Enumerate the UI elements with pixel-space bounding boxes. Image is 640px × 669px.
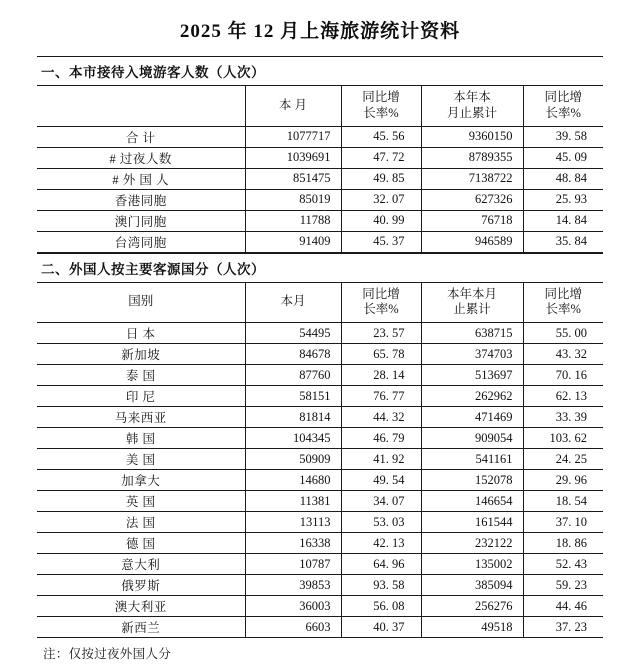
row-month: 851475 [245, 168, 341, 189]
row-month: 10787 [245, 554, 341, 575]
row-ytd: 638715 [421, 323, 523, 344]
row-ytd-yoy: 33. 39 [523, 407, 603, 428]
row-ytd: 374703 [421, 344, 523, 365]
section-1-heading: 一、本市接待入境游客人数（人次） [37, 56, 603, 86]
row-month: 11788 [245, 210, 341, 231]
row-ytd: 161544 [421, 512, 523, 533]
row-ytd: 627326 [421, 189, 523, 210]
row-month-yoy: 42. 13 [341, 533, 421, 554]
column-header-month-yoy-line2: 长率% [363, 105, 399, 120]
column-header-month: 本 月 [245, 86, 341, 126]
column-header-month: 本月 [245, 283, 341, 323]
column-header-ytd-yoy-line1: 同比增 [544, 90, 582, 105]
row-ytd: 146654 [421, 491, 523, 512]
row-month: 85019 [245, 189, 341, 210]
row-month: 14680 [245, 470, 341, 491]
row-month: 11381 [245, 491, 341, 512]
column-header-month-yoy-line1: 同比增 [362, 90, 400, 105]
row-label: 马来西亚 [37, 407, 245, 428]
row-label: 澳大利亚 [37, 596, 245, 617]
table-row [37, 428, 603, 449]
row-month-yoy: 64. 96 [341, 554, 421, 575]
row-label: 泰 国 [37, 365, 245, 386]
row-month-yoy: 93. 58 [341, 575, 421, 596]
row-ytd-yoy: 29. 96 [523, 470, 603, 491]
column-header-month-yoy [341, 86, 421, 126]
table-row [37, 449, 603, 470]
column-header-ytd-yoy [523, 86, 603, 126]
row-label: 印 尼 [37, 386, 245, 407]
row-label: 台湾同胞 [37, 231, 245, 252]
table-row [37, 189, 603, 210]
row-label: 香港同胞 [37, 189, 245, 210]
row-ytd-yoy: 52. 43 [523, 554, 603, 575]
row-ytd-yoy: 35. 84 [523, 231, 603, 252]
row-ytd-yoy: 24. 25 [523, 449, 603, 470]
row-month: 81814 [245, 407, 341, 428]
row-ytd: 909054 [421, 428, 523, 449]
column-header-ytd [421, 283, 523, 323]
row-month-yoy: 34. 07 [341, 491, 421, 512]
row-ytd: 232122 [421, 533, 523, 554]
row-label: 韩 国 [37, 428, 245, 449]
row-month-yoy: 47. 72 [341, 147, 421, 168]
column-header-ytd-line1: 本年本 [453, 90, 491, 105]
row-month-yoy: 76. 77 [341, 386, 421, 407]
table-row [37, 512, 603, 533]
table-row [37, 365, 603, 386]
row-ytd-yoy: 18. 86 [523, 533, 603, 554]
row-month-yoy: 45. 56 [341, 126, 421, 147]
row-ytd-yoy: 59. 23 [523, 575, 603, 596]
column-header-month-yoy-line1: 同比增 [362, 286, 400, 301]
row-month: 16338 [245, 533, 341, 554]
column-header-name [37, 86, 245, 126]
column-header-month-yoy [341, 283, 421, 323]
column-header-ytd-yoy-line2: 长率% [545, 302, 581, 317]
row-ytd-yoy: 44. 46 [523, 596, 603, 617]
document-content [37, 56, 603, 662]
row-month: 6603 [245, 617, 341, 638]
row-month-yoy: 53. 03 [341, 512, 421, 533]
row-ytd: 76718 [421, 210, 523, 231]
row-month-yoy: 45. 37 [341, 231, 421, 252]
table-inbound-visitors [37, 86, 603, 253]
table-row [37, 491, 603, 512]
table-row [37, 407, 603, 428]
row-month-yoy: 46. 79 [341, 428, 421, 449]
column-header-ytd-yoy-line1: 同比增 [544, 286, 582, 301]
section-2-heading: 二、外国人按主要客源国分（人次） [37, 253, 603, 283]
row-label: 澳门同胞 [37, 210, 245, 231]
row-ytd: 8789355 [421, 147, 523, 168]
column-header-ytd-yoy-line2: 长率% [545, 105, 581, 120]
row-ytd-yoy: 62. 13 [523, 386, 603, 407]
row-month: 84678 [245, 344, 341, 365]
row-label: # 过夜人数 [37, 147, 245, 168]
row-ytd: 152078 [421, 470, 523, 491]
column-header-month-yoy-line2: 长率% [363, 302, 399, 317]
row-month: 13113 [245, 512, 341, 533]
row-month: 36003 [245, 596, 341, 617]
column-header-ytd-line1: 本年本月 [446, 286, 497, 301]
row-label: 法 国 [37, 512, 245, 533]
row-ytd-yoy: 18. 54 [523, 491, 603, 512]
row-ytd: 946589 [421, 231, 523, 252]
row-month: 50909 [245, 449, 341, 470]
row-month-yoy: 40. 37 [341, 617, 421, 638]
row-month-yoy: 23. 57 [341, 323, 421, 344]
row-month: 1077717 [245, 126, 341, 147]
row-month: 1039691 [245, 147, 341, 168]
row-month-yoy: 49. 85 [341, 168, 421, 189]
row-label: 加拿大 [37, 470, 245, 491]
column-header-country: 国别 [37, 283, 245, 323]
table-row [37, 323, 603, 344]
row-month: 58151 [245, 386, 341, 407]
row-label: 俄罗斯 [37, 575, 245, 596]
table-header-row [37, 283, 603, 323]
row-ytd: 471469 [421, 407, 523, 428]
table-header-row [37, 86, 603, 126]
row-ytd-yoy: 43. 32 [523, 344, 603, 365]
row-ytd: 541161 [421, 449, 523, 470]
row-ytd-yoy: 37. 10 [523, 512, 603, 533]
row-label: # 外 国 人 [37, 168, 245, 189]
column-header-ytd-yoy [523, 283, 603, 323]
table-row [37, 168, 603, 189]
table-row [37, 533, 603, 554]
table-row [37, 147, 603, 168]
row-month-yoy: 40. 99 [341, 210, 421, 231]
row-label: 新加坡 [37, 344, 245, 365]
row-ytd-yoy: 39. 58 [523, 126, 603, 147]
row-month: 39853 [245, 575, 341, 596]
table-row [37, 210, 603, 231]
row-label: 合 计 [37, 126, 245, 147]
row-ytd: 49518 [421, 617, 523, 638]
column-header-ytd [421, 86, 523, 126]
row-ytd: 9360150 [421, 126, 523, 147]
row-ytd-yoy: 45. 09 [523, 147, 603, 168]
table-note: 注：仅按过夜外国人分 [43, 647, 172, 661]
row-month-yoy: 41. 92 [341, 449, 421, 470]
row-month: 91409 [245, 231, 341, 252]
column-header-ytd-line2: 月止累计 [446, 105, 497, 120]
row-month-yoy: 65. 78 [341, 344, 421, 365]
row-ytd: 7138722 [421, 168, 523, 189]
row-label: 美 国 [37, 449, 245, 470]
row-month-yoy: 28. 14 [341, 365, 421, 386]
row-ytd: 513697 [421, 365, 523, 386]
row-month: 87760 [245, 365, 341, 386]
row-ytd: 256276 [421, 596, 523, 617]
page-title: 2025 年 12 月上海旅游统计资料 [179, 21, 461, 42]
row-label: 德 国 [37, 533, 245, 554]
row-label: 新西兰 [37, 617, 245, 638]
row-ytd-yoy: 25. 93 [523, 189, 603, 210]
column-header-ytd-line2: 止累计 [453, 302, 491, 317]
table-row [37, 575, 603, 596]
row-label: 英 国 [37, 491, 245, 512]
row-ytd-yoy: 55. 00 [523, 323, 603, 344]
row-ytd: 385094 [421, 575, 523, 596]
row-ytd-yoy: 70. 16 [523, 365, 603, 386]
row-month-yoy: 56. 08 [341, 596, 421, 617]
row-month: 104345 [245, 428, 341, 449]
table-row [37, 554, 603, 575]
table-row [37, 231, 603, 252]
row-month: 54495 [245, 323, 341, 344]
row-ytd-yoy: 48. 84 [523, 168, 603, 189]
table-row [37, 126, 603, 147]
row-label: 日 本 [37, 323, 245, 344]
row-ytd-yoy: 103. 62 [523, 428, 603, 449]
row-month-yoy: 32. 07 [341, 189, 421, 210]
table-row [37, 386, 603, 407]
table-foreign-visitors-by-country [37, 283, 603, 639]
row-month-yoy: 49. 54 [341, 470, 421, 491]
row-ytd-yoy: 14. 84 [523, 210, 603, 231]
row-ytd: 135002 [421, 554, 523, 575]
row-label: 意大利 [37, 554, 245, 575]
table-row [37, 344, 603, 365]
table-row [37, 596, 603, 617]
row-ytd: 262962 [421, 386, 523, 407]
row-ytd-yoy: 37. 23 [523, 617, 603, 638]
row-month-yoy: 44. 32 [341, 407, 421, 428]
table-row [37, 470, 603, 491]
table-row [37, 617, 603, 638]
